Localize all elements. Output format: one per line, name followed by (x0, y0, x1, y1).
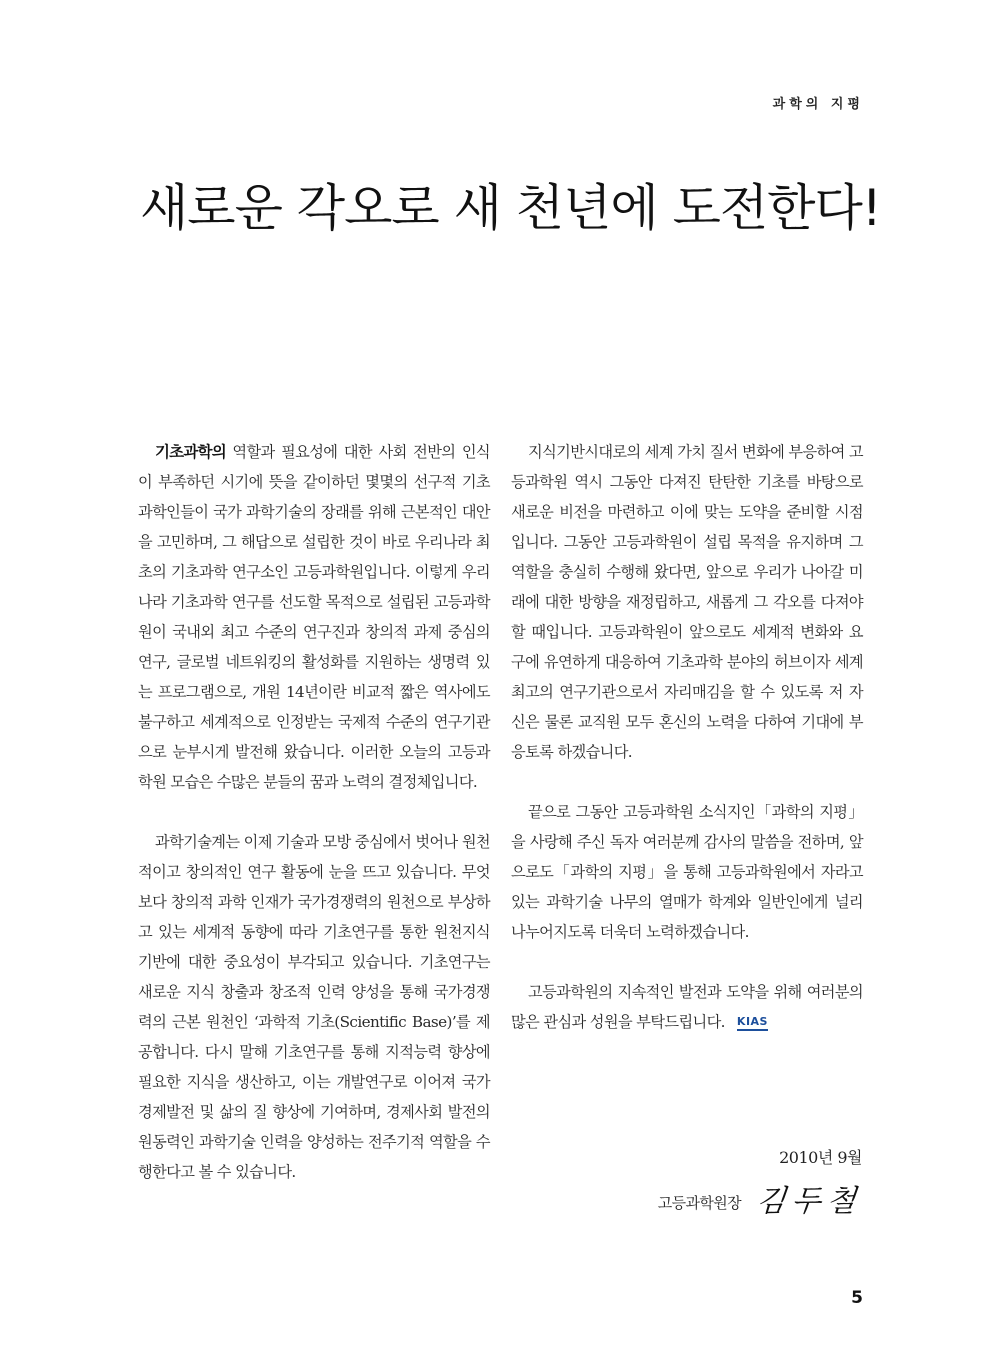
paragraph-text: 고등과학원의 지속적인 발전과 도약을 위해 여러분의 많은 관심과 성원을 부탁드립니다. (511, 983, 863, 1031)
signature-block (658, 1176, 862, 1220)
kias-logo-icon: KIAS (737, 1016, 768, 1031)
page-number: 5 (851, 1288, 863, 1308)
signature-position: 고등과학원장 (657, 1193, 742, 1212)
paragraph-vision: 지식기반시대로의 세계 가치 질서 변화에 부응하여 고등과학원 역시 그동안 다져진 탄탄한 기초를 바탕으로 새로운 비전을 마련하고 이에 맞는 도약을 준비할 시점입니다. 그동안 고등과학원이 설립 목적을 유지하며 그 역할을 충실히 수행해 왔다면, 앞으로 우리가 나아갈 미래에 대한 방향을 재정립하고, 새롭게 그 각오를 다져야 할 때입니다. 고등과학원이 앞으로도 세계적 변화와 요구에 유연하게 대응하여 기초과학 분야의 허브이자 세계 최고의 연구기관으로서 자리매김을 할 수 있도록 저 자신은 물론 교직원 모두 혼신의 노력을 다하여 기대에 부응토록 하겠습니다. (511, 443, 863, 761)
left-column (138, 437, 490, 1187)
right-column (511, 437, 863, 1037)
signature-name: 김두철 (754, 1184, 864, 1219)
page-title: 새로운 각오로 새 천년에 도전한다! (140, 179, 881, 237)
section-label: 과학의 지평 (772, 97, 864, 112)
paragraph-intro (138, 437, 490, 797)
paragraph-text: 역할과 필요성에 대한 사회 전반의 인식이 부족하던 시기에 뜻을 같이하던 몇몇의 선구적 기초과학인들이 국가 과학기술의 장래를 위해 근본적인 대안을 고민하며, 그 해답으로 설립한 것이 바로 우리나라 최초의 기초과학 연구소인 고등과학원입니다. 이렇게 우리나라 기초과학 연구를 선도할 목적으로 설립된 고등과학원이 국내외 최고 수준의 연구진과 창의적 과제 중심의 연구, 글로벌 네트워킹의 활성화를 지원하는 생명력 있는 프로그램으로, 개원 14년이란 비교적 짧은 역사에도 불구하고 세계적으로 인정받는 국제적 수준의 연구기관으로 눈부시게 발전해 왔습니다. 이러한 오늘의 고등과학원 모습은 수많은 분들의 꿈과 노력의 결정체입니다. (138, 443, 490, 791)
signature-date: 2010년 9월 (779, 1148, 862, 1167)
paragraph-closing (511, 977, 863, 1037)
paragraph-basic-research: 과학기술계는 이제 기술과 모방 중심에서 벗어나 원천적이고 창의적인 연구 활동에 눈을 뜨고 있습니다. 무엇보다 창의적 과학 인재가 국가경쟁력의 원천으로 부상하고 있는 세계적 동향에 따라 기초연구를 통한 원천지식기반에 대한 중요성이 부각되고 있습니다. 기초연구는 새로운 지식 창출과 창조적 인력 양성을 통해 국가경쟁력의 근본 원천인 ‘과학적 기초(Scientific Base)’를 제공합니다. 다시 말해 기초연구를 통해 지적능력 향상에 필요한 지식을 생산하고, 이는 개발연구로 이어져 국가경제발전 및 삶의 질 향상에 기여하며, 경제사회 발전의 원동력인 과학기술 인력을 양성하는 전주기적 역할을 수행한다고 볼 수 있습니다. (138, 833, 490, 1181)
paragraph-thanks: 끝으로 그동안 고등과학원 소식지인「과학의 지평」을 사랑해 주신 독자 여러분께 감사의 말씀을 전하며, 앞으로도「과학의 지평」을 통해 고등과학원에서 자라고 있는 과학기술 나무의 열매가 학계와 일반인에게 널리 나누어지도록 더욱더 노력하겠습니다. (511, 803, 863, 941)
lead-bold-text: 기초과학의 (155, 443, 226, 461)
